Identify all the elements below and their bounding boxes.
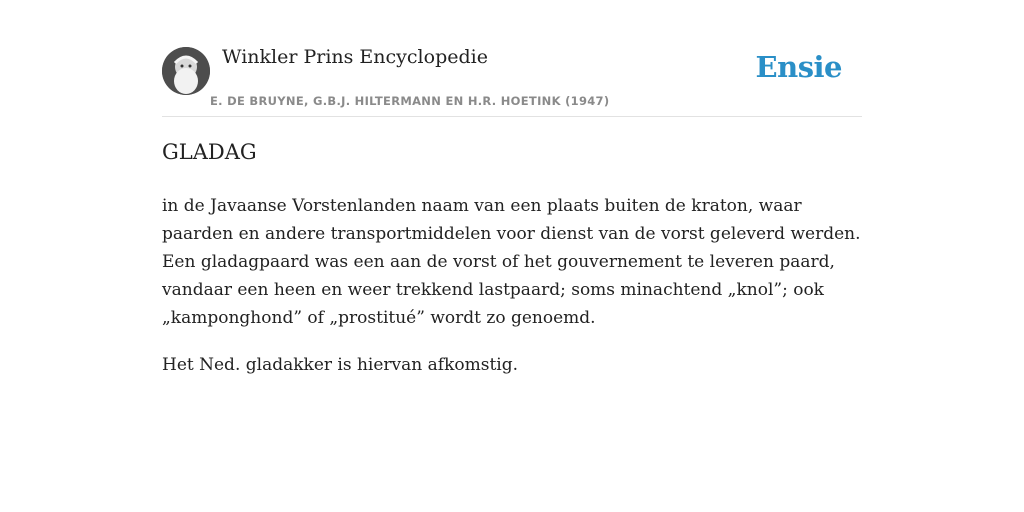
author-avatar[interactable]: [162, 47, 210, 95]
source-authors: E. DE BRUYNE, G.B.J. HILTERMANN EN H.R. HOETINK (1947): [210, 94, 610, 108]
source-title[interactable]: Winkler Prins Encyclopedie: [222, 46, 488, 68]
source-header: [162, 44, 862, 117]
entry-body: [162, 192, 867, 398]
entry-paragraph: Het Ned. gladakker is hiervan afkomstig.: [162, 355, 519, 375]
ensie-logo-link[interactable]: Ensie: [755, 50, 842, 84]
portrait-icon: [162, 47, 210, 95]
entry-title: GLADAG: [162, 140, 257, 164]
entry-paragraph: in de Javaanse Vorstenlanden naam van een plaats buiten de kraton, waar paarden en andere transportmiddelen voor dienst van de vorst geleverd werden. Een gladagpaard was een aan de vorst of het gouvernement te leveren paard, vandaar een heen en weer trekkend lastpaard; soms minachtend „knol”; ook „kamponghond” of „prostitué” wordt zo genoemd.: [162, 196, 861, 328]
